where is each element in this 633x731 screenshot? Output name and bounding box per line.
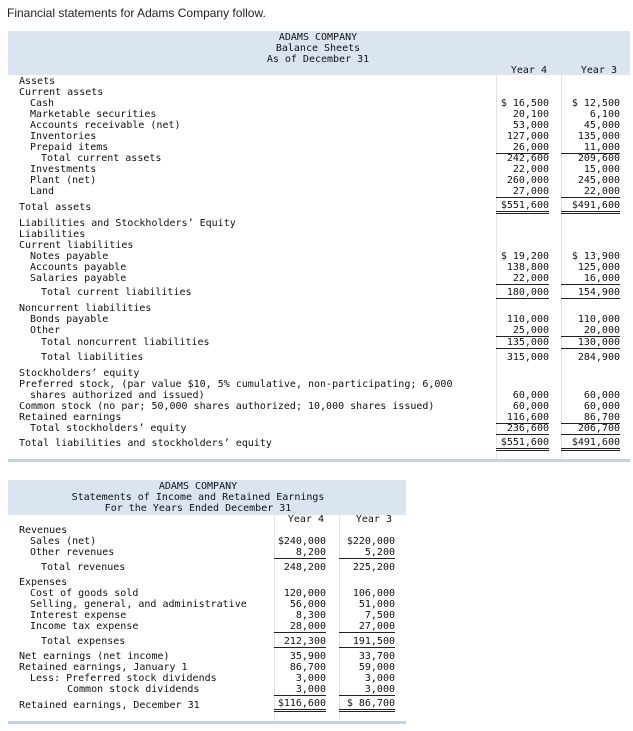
label-pref-div: Less: Preferred stock dividends [30, 673, 217, 684]
y4-re-dec31: $116,600 [274, 698, 326, 712]
y3-sales: $220,000 [346, 536, 395, 547]
y3-total-se: 206,700 [561, 423, 620, 435]
y3-sga: 51,000 [358, 599, 395, 610]
label-total-se: Total stockholders’ equity [30, 423, 187, 434]
label-expenses: Expenses [19, 577, 68, 588]
label-ar: Accounts receivable (net) [30, 120, 181, 131]
y4-sales: $240,000 [277, 536, 326, 547]
statement-period: For the Years Ended December 31 [104, 503, 292, 514]
label-bonds-payable: Bonds payable [30, 314, 109, 325]
y4-inventories: 127,000 [506, 131, 549, 142]
balance-sheet [8, 31, 630, 463]
y4-total-expenses: 212,300 [274, 636, 326, 648]
label-preferred-2: shares authorized and issued) [30, 390, 205, 401]
y3-prepaid: 11,000 [561, 142, 620, 154]
y3-pref-div: 3,000 [364, 673, 395, 684]
label-total-expenses: Total expenses [41, 636, 126, 647]
label-inventories: Inventories [30, 131, 97, 142]
label-common-div: Common stock dividends [67, 684, 200, 695]
label-notes-payable: Notes payable [30, 251, 109, 262]
y3-other-revenues: 5,200 [339, 547, 395, 559]
col-header-year4: Year 4 [510, 65, 547, 76]
label-prepaid: Prepaid items [30, 142, 109, 153]
label-net-earnings: Net earnings (net income) [19, 651, 170, 662]
income-statement [8, 480, 406, 725]
y3-investments: 15,000 [583, 164, 620, 175]
y3-total-noncurrent-liabilities: 130,000 [561, 337, 620, 349]
label-plant: Plant (net) [30, 175, 97, 186]
label-preferred-1: Preferred stock, (par value $10, 5% cumulative, non-participating; 6,000 [19, 379, 453, 390]
y4-total-current-liabilities: 180,000 [496, 287, 549, 299]
label-noncurrent-liabilities: Noncurrent liabilities [19, 303, 152, 314]
y4-plant: 260,000 [506, 175, 549, 186]
label-interest: Interest expense [30, 610, 127, 621]
label-land: Land [30, 186, 55, 197]
y3-bonds-payable: 110,000 [577, 314, 620, 325]
bottom-bar [8, 721, 406, 724]
y3-total-current-liabilities: 154,900 [561, 287, 620, 299]
y3-net-earnings: 33,700 [358, 651, 395, 662]
y4-accounts-payable: 138,800 [506, 262, 549, 273]
intro-text: Financial statements for Adams Company follow. [7, 6, 266, 20]
y4-land: 27,000 [496, 186, 549, 198]
y4-other-revenues: 8,200 [274, 547, 326, 559]
label-sga: Selling, general, and administrative [30, 599, 247, 610]
y4-common-div: 3,000 [274, 684, 326, 696]
y4-total-le: $551,600 [496, 437, 549, 451]
y4-bonds-payable: 110,000 [506, 314, 549, 325]
y3-total-le: $491,600 [561, 437, 620, 451]
label-current-assets: Current assets [19, 87, 104, 98]
label-cash: Cash [30, 98, 55, 109]
y4-pref-div: 3,000 [295, 673, 326, 684]
label-current-liabilities: Current liabilities [19, 240, 134, 251]
y3-common: 60,000 [583, 401, 620, 412]
y3-salaries-payable: 16,000 [561, 273, 620, 285]
y4-total-se: 236,600 [496, 423, 549, 435]
label-revenues: Revenues [19, 525, 68, 536]
label-investments: Investments [30, 164, 97, 175]
y3-total-assets: $491,600 [561, 200, 620, 214]
y3-cogs: 106,000 [352, 588, 395, 599]
y3-other: 20,000 [561, 325, 620, 337]
y4-common: 60,000 [512, 401, 549, 412]
y4-total-liabilities: 315,000 [506, 352, 549, 363]
y3-marketable: 6,100 [589, 109, 620, 120]
y3-common-div: 3,000 [339, 684, 395, 696]
y3-ar: 45,000 [583, 120, 620, 131]
y4-sga: 56,000 [289, 599, 326, 610]
y4-cogs: 120,000 [283, 588, 326, 599]
y4-cash: $ 16,500 [500, 98, 549, 109]
label-sales: Sales (net) [30, 536, 97, 547]
y3-interest: 7,500 [364, 610, 395, 621]
label-retained: Retained earnings [19, 412, 122, 423]
statement-date: As of December 31 [266, 54, 370, 65]
col-header-year3: Year 3 [580, 65, 617, 76]
y3-retained: 86,700 [561, 412, 620, 424]
y3-land: 22,000 [561, 186, 620, 198]
y3-re-dec31: $ 86,700 [339, 698, 395, 712]
y4-re-jan1: 86,700 [289, 662, 326, 673]
y3-cash: $ 12,500 [571, 98, 620, 109]
y4-total-current-assets: 242,600 [506, 153, 549, 164]
y4-preferred: 60,000 [512, 390, 549, 401]
y4-ar: 53,000 [512, 120, 549, 131]
label-total-current-assets: Total current assets [41, 153, 162, 164]
col-header-year4: Year 4 [287, 514, 324, 525]
y4-net-earnings: 35,900 [289, 651, 326, 662]
y4-total-revenues: 248,200 [283, 562, 326, 573]
label-liab-equity: Liabilities and Stockholders’ Equity [19, 218, 236, 229]
label-total-liabilities: Total liabilities [41, 352, 144, 363]
label-stockholders-equity: Stockholders’ equity [19, 368, 140, 379]
y3-tax: 27,000 [339, 621, 395, 633]
label-total-current-liabilities: Total current liabilities [41, 287, 192, 298]
label-marketable: Marketable securities [30, 109, 157, 120]
label-re-jan1: Retained earnings, January 1 [19, 662, 188, 673]
y3-total-liabilities: 284,900 [577, 352, 620, 363]
y4-marketable: 20,100 [512, 109, 549, 120]
y4-retained: 116,600 [496, 412, 549, 424]
label-common: Common stock (no par; 50,000 shares authorized; 10,000 shares issued) [19, 401, 435, 412]
col-header-year3: Year 3 [355, 514, 392, 525]
y4-total-noncurrent-liabilities: 135,000 [496, 337, 549, 349]
y4-other: 25,000 [496, 325, 549, 337]
label-total-noncurrent-liabilities: Total noncurrent liabilities [41, 337, 210, 348]
label-total-assets: Total assets [19, 202, 92, 213]
y4-prepaid: 26,000 [496, 142, 549, 154]
company-name: ADAMS COMPANY [158, 481, 238, 492]
label-liabilities: Liabilities [19, 229, 86, 240]
y3-re-jan1: 59,000 [358, 662, 395, 673]
label-other: Other [30, 325, 61, 336]
label-tax: Income tax expense [30, 621, 139, 632]
label-accounts-payable: Accounts payable [30, 262, 127, 273]
label-total-le: Total liabilities and stockholders’ equity [19, 438, 272, 449]
y3-total-expenses: 191,500 [339, 636, 395, 648]
y4-notes-payable: $ 19,200 [500, 251, 549, 262]
y3-plant: 245,000 [577, 175, 620, 186]
y3-total-revenues: 225,200 [352, 562, 395, 573]
label-salaries-payable: Salaries payable [30, 273, 127, 284]
statement-title: Balance Sheets [275, 43, 361, 54]
bottom-bar [8, 459, 630, 462]
y4-interest: 8,300 [295, 610, 326, 621]
y3-notes-payable: $ 13,900 [571, 251, 620, 262]
y4-tax: 28,000 [274, 621, 326, 633]
y3-total-current-assets: 209,600 [577, 153, 620, 164]
label-other-revenues: Other revenues [30, 547, 115, 558]
y3-preferred: 60,000 [583, 390, 620, 401]
label-cogs: Cost of goods sold [30, 588, 139, 599]
company-name: ADAMS COMPANY [278, 32, 358, 43]
y4-salaries-payable: 22,000 [496, 273, 549, 285]
label-total-revenues: Total revenues [41, 562, 126, 573]
y4-investments: 22,000 [512, 164, 549, 175]
label-re-dec31: Retained earnings, December 31 [19, 700, 200, 711]
y3-inventories: 135,000 [577, 131, 620, 142]
statement-title: Statements of Income and Retained Earnings [71, 492, 325, 503]
label-assets: Assets [19, 76, 56, 87]
y3-accounts-payable: 125,000 [577, 262, 620, 273]
y4-total-assets: $551,600 [496, 200, 549, 214]
